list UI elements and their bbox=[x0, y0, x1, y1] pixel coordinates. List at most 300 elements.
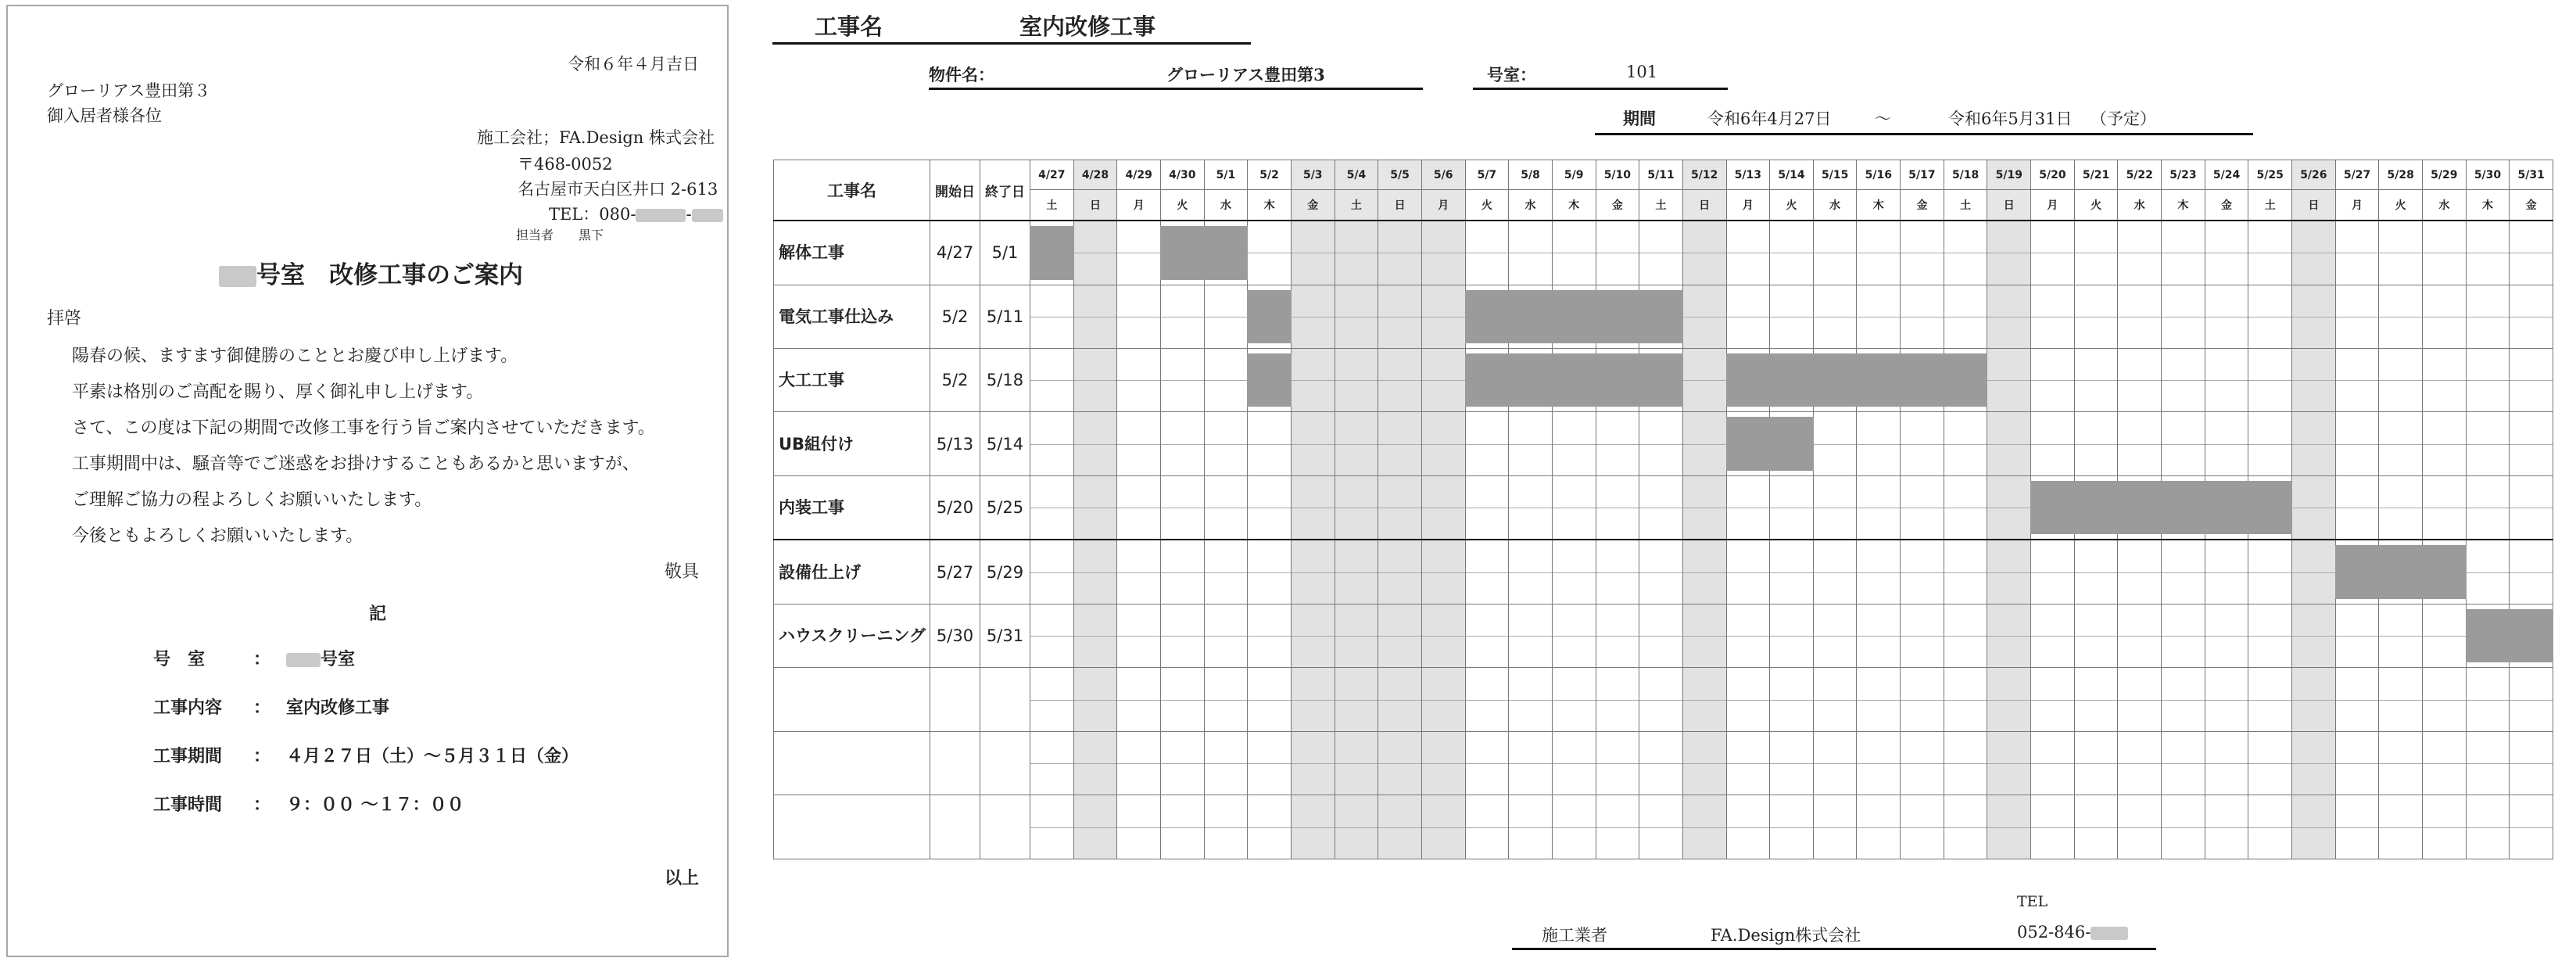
gantt-bar-segment bbox=[1596, 290, 1640, 343]
detail-value-room: 号室 bbox=[286, 646, 355, 670]
day-cell bbox=[2510, 475, 2553, 540]
day-cell bbox=[2162, 540, 2205, 604]
gantt-bar-segment bbox=[1465, 353, 1510, 407]
day-cell bbox=[1117, 540, 1161, 604]
day-weekday-header: 土 bbox=[1639, 190, 1683, 221]
day-date-header: 5/19 bbox=[1987, 160, 2031, 190]
day-cell bbox=[2466, 604, 2510, 667]
cell-midline bbox=[1248, 763, 1291, 764]
day-cell bbox=[1726, 475, 1770, 540]
day-weekday-header: 水 bbox=[1509, 190, 1553, 221]
task-row bbox=[774, 412, 2553, 475]
day-cell bbox=[2335, 221, 2379, 285]
day-cell bbox=[1335, 221, 1378, 285]
gantt-bar-segment bbox=[1247, 290, 1292, 343]
day-cell bbox=[1378, 540, 1422, 604]
day-cell bbox=[1160, 604, 1204, 667]
cell-midline bbox=[2467, 380, 2510, 381]
cell-midline bbox=[2467, 827, 2510, 828]
detail-label: 号 室 bbox=[153, 649, 206, 669]
day-cell bbox=[1160, 795, 1204, 859]
task-name bbox=[774, 668, 930, 731]
cell-midline bbox=[1466, 700, 1509, 701]
cell-midline bbox=[1074, 380, 1117, 381]
day-cell bbox=[1987, 412, 2031, 475]
day-cell bbox=[2118, 348, 2162, 411]
day-cell bbox=[1639, 604, 1683, 667]
cell-midline bbox=[1639, 700, 1682, 701]
day-cell bbox=[1291, 412, 1335, 475]
day-cell bbox=[1813, 731, 1857, 795]
cell-midline bbox=[1509, 700, 1552, 701]
day-cell bbox=[1639, 475, 1683, 540]
day-date-header: 4/27 bbox=[1030, 160, 1074, 190]
day-cell bbox=[1509, 731, 1553, 795]
day-cell bbox=[1552, 668, 1596, 731]
body-line: 陽春の候、ますます御健勝のこととお慶び申し上げます。 bbox=[72, 346, 518, 366]
day-cell bbox=[2074, 285, 2118, 348]
day-cell bbox=[1682, 412, 1726, 475]
cell-midline bbox=[2467, 700, 2510, 701]
day-cell bbox=[1726, 412, 1770, 475]
day-cell bbox=[2248, 540, 2292, 604]
day-cell bbox=[2292, 348, 2336, 411]
cell-midline bbox=[1030, 572, 1073, 573]
day-cell bbox=[2031, 604, 2075, 667]
day-cell bbox=[1030, 604, 1074, 667]
day-weekday-header: 木 bbox=[1248, 190, 1292, 221]
day-cell bbox=[1596, 348, 1639, 411]
day-cell bbox=[1987, 475, 2031, 540]
day-cell bbox=[2510, 795, 2553, 859]
cell-midline bbox=[2205, 380, 2248, 381]
task-name: 解体工事 bbox=[774, 221, 930, 285]
day-cell bbox=[1248, 795, 1292, 859]
day-cell bbox=[1117, 604, 1161, 667]
detail-colon: ： bbox=[253, 746, 271, 766]
day-cell bbox=[1813, 795, 1857, 859]
day-date-header: 4/28 bbox=[1073, 160, 1117, 190]
day-weekday-header: 土 bbox=[2248, 190, 2292, 221]
cell-midline bbox=[1030, 763, 1073, 764]
day-cell bbox=[1204, 348, 1248, 411]
body-line: 工事期間中は、騒音等でご迷惑をお掛けすることもあるかと思いますが、 bbox=[72, 454, 640, 474]
day-cell bbox=[2292, 731, 2336, 795]
cell-midline bbox=[2031, 444, 2074, 445]
day-cell bbox=[1421, 412, 1465, 475]
cell-midline bbox=[1639, 636, 1682, 637]
day-cell bbox=[2205, 540, 2248, 604]
day-cell bbox=[1987, 348, 2031, 411]
day-cell bbox=[1596, 475, 1639, 540]
task-start: 4/27 bbox=[930, 221, 980, 285]
day-cell bbox=[2031, 475, 2075, 540]
day-cell bbox=[2248, 285, 2292, 348]
day-cell bbox=[1552, 285, 1596, 348]
cell-midline bbox=[1987, 827, 2030, 828]
cell-midline bbox=[2031, 827, 2074, 828]
day-cell bbox=[1726, 604, 1770, 667]
detail-colon: ： bbox=[253, 649, 271, 669]
day-cell bbox=[1639, 348, 1683, 411]
day-cell bbox=[1204, 221, 1248, 285]
cell-midline bbox=[1683, 380, 1726, 381]
day-cell bbox=[1465, 604, 1509, 667]
day-cell bbox=[2292, 285, 2336, 348]
day-weekday-header: 土 bbox=[1944, 190, 1987, 221]
gantt-bar-segment bbox=[1552, 353, 1596, 407]
day-cell bbox=[1770, 221, 1814, 285]
day-cell bbox=[1944, 604, 1987, 667]
day-cell bbox=[1117, 412, 1161, 475]
task-name: ハウスクリーニング bbox=[774, 604, 930, 667]
cell-midline bbox=[1683, 700, 1726, 701]
day-cell bbox=[2074, 475, 2118, 540]
cell-midline bbox=[2031, 572, 2074, 573]
day-cell bbox=[1160, 668, 1204, 731]
day-cell bbox=[2510, 731, 2553, 795]
cell-midline bbox=[1117, 636, 1160, 637]
cell-midline bbox=[2075, 444, 2118, 445]
day-weekday-header: 水 bbox=[1813, 190, 1857, 221]
day-cell bbox=[1813, 221, 1857, 285]
day-weekday-header: 金 bbox=[2205, 190, 2248, 221]
cell-midline bbox=[2336, 380, 2379, 381]
day-weekday-header: 火 bbox=[2074, 190, 2118, 221]
cell-midline bbox=[1814, 444, 1857, 445]
day-cell bbox=[1117, 221, 1161, 285]
body-line: 今後ともよろしくお願いいたします。 bbox=[72, 526, 364, 546]
gantt-bar-segment bbox=[1508, 353, 1553, 407]
day-cell bbox=[1682, 731, 1726, 795]
cell-midline bbox=[1161, 444, 1204, 445]
cell-midline bbox=[1074, 572, 1117, 573]
day-date-header: 5/7 bbox=[1465, 160, 1509, 190]
day-cell bbox=[1117, 475, 1161, 540]
day-cell bbox=[1073, 475, 1117, 540]
day-cell bbox=[2335, 795, 2379, 859]
contractor-tel: TEL：080- - bbox=[549, 202, 723, 225]
cell-midline bbox=[1466, 763, 1509, 764]
day-weekday-header: 火 bbox=[2379, 190, 2423, 221]
day-cell bbox=[1596, 668, 1639, 731]
day-cell bbox=[2510, 604, 2553, 667]
day-cell bbox=[1509, 348, 1553, 411]
gantt-bar-segment bbox=[1726, 353, 1771, 407]
day-cell bbox=[1465, 348, 1509, 411]
gantt-bar-segment bbox=[1726, 417, 1771, 470]
day-cell bbox=[1030, 348, 1074, 411]
day-cell bbox=[1509, 412, 1553, 475]
day-cell bbox=[1639, 221, 1683, 285]
task-row bbox=[774, 348, 2553, 411]
cell-midline bbox=[1292, 700, 1335, 701]
postal-code: 〒468-0052 bbox=[518, 155, 613, 174]
day-cell bbox=[1987, 285, 2031, 348]
task-start bbox=[930, 731, 980, 795]
day-cell bbox=[1204, 668, 1248, 731]
cell-midline bbox=[1378, 763, 1421, 764]
day-cell bbox=[1552, 475, 1596, 540]
cell-midline bbox=[1509, 827, 1552, 828]
project-underline bbox=[772, 42, 1251, 45]
gantt-bar-segment bbox=[1944, 353, 1988, 407]
day-date-header: 5/30 bbox=[2466, 160, 2510, 190]
day-cell bbox=[1465, 221, 1509, 285]
cell-midline bbox=[1639, 572, 1682, 573]
day-cell bbox=[1596, 795, 1639, 859]
task-name: UB組付け bbox=[774, 412, 930, 475]
project-value: 室内改修工事 bbox=[1019, 13, 1156, 40]
day-cell bbox=[1248, 668, 1292, 731]
day-cell bbox=[2248, 348, 2292, 411]
day-weekday-header: 日 bbox=[1073, 190, 1117, 221]
day-weekday-header: 日 bbox=[1378, 190, 1422, 221]
day-cell bbox=[1509, 540, 1553, 604]
day-cell bbox=[2379, 604, 2423, 667]
day-date-header: 5/17 bbox=[1901, 160, 1944, 190]
cell-midline bbox=[1466, 636, 1509, 637]
task-row bbox=[774, 540, 2553, 604]
day-cell bbox=[1248, 285, 1292, 348]
day-cell bbox=[2423, 412, 2467, 475]
cell-midline bbox=[1944, 700, 1987, 701]
day-date-header: 4/29 bbox=[1117, 160, 1161, 190]
cell-midline bbox=[1944, 444, 1987, 445]
addressee-building: グローリアス豊田第３ bbox=[47, 81, 211, 100]
cell-midline bbox=[2118, 572, 2161, 573]
day-cell bbox=[1073, 604, 1117, 667]
day-cell bbox=[2205, 475, 2248, 540]
letter-title bbox=[219, 255, 523, 290]
task-name: 電気工事仕込み bbox=[774, 285, 930, 348]
day-cell bbox=[1335, 412, 1378, 475]
cell-midline bbox=[1814, 827, 1857, 828]
cell-midline bbox=[1335, 700, 1378, 701]
day-cell bbox=[1160, 731, 1204, 795]
day-weekday-header: 土 bbox=[1335, 190, 1378, 221]
gantt-bar-segment bbox=[1508, 290, 1553, 343]
day-cell bbox=[2379, 412, 2423, 475]
day-date-header: 5/2 bbox=[1248, 160, 1292, 190]
day-cell bbox=[2118, 540, 2162, 604]
day-cell bbox=[2074, 604, 2118, 667]
day-cell bbox=[2292, 412, 2336, 475]
day-cell bbox=[1204, 540, 1248, 604]
day-cell bbox=[1073, 540, 1117, 604]
cell-midline bbox=[2292, 827, 2335, 828]
task-start bbox=[930, 795, 980, 859]
task-end: 5/1 bbox=[980, 221, 1030, 285]
cell-midline bbox=[1901, 763, 1944, 764]
day-date-header: 5/21 bbox=[2074, 160, 2118, 190]
day-cell bbox=[1073, 731, 1117, 795]
cell-midline bbox=[2336, 636, 2379, 637]
day-cell bbox=[1639, 795, 1683, 859]
day-cell bbox=[2335, 731, 2379, 795]
day-cell bbox=[1726, 221, 1770, 285]
gantt-bar-segment bbox=[1160, 226, 1205, 280]
day-cell bbox=[1160, 412, 1204, 475]
day-cell bbox=[2248, 731, 2292, 795]
task-name: 大工工事 bbox=[774, 348, 930, 411]
gantt-bar-segment bbox=[2378, 545, 2423, 599]
cell-midline bbox=[1683, 636, 1726, 637]
day-cell bbox=[1378, 731, 1422, 795]
day-cell bbox=[1421, 285, 1465, 348]
day-cell bbox=[2118, 668, 2162, 731]
day-cell bbox=[1248, 731, 1292, 795]
day-cell bbox=[1160, 221, 1204, 285]
task-row bbox=[774, 795, 2553, 859]
cell-midline bbox=[2510, 827, 2553, 828]
day-cell bbox=[1857, 221, 1901, 285]
day-cell bbox=[2292, 668, 2336, 731]
day-cell bbox=[2335, 540, 2379, 604]
cell-midline bbox=[2162, 572, 2205, 573]
cell-midline bbox=[2248, 763, 2291, 764]
task-start: 5/27 bbox=[930, 540, 980, 604]
day-cell bbox=[1291, 795, 1335, 859]
day-cell bbox=[1160, 475, 1204, 540]
cell-midline bbox=[1509, 572, 1552, 573]
cell-midline bbox=[2118, 380, 2161, 381]
day-cell bbox=[1596, 731, 1639, 795]
day-cell bbox=[2031, 668, 2075, 731]
cell-midline bbox=[1596, 700, 1639, 701]
cell-midline bbox=[1074, 763, 1117, 764]
cell-midline bbox=[2423, 636, 2466, 637]
task-start: 5/2 bbox=[930, 285, 980, 348]
cell-midline bbox=[1248, 444, 1291, 445]
day-cell bbox=[2379, 731, 2423, 795]
day-weekday-header: 土 bbox=[1030, 190, 1074, 221]
schedule-gantt-table bbox=[773, 160, 2553, 859]
day-date-header: 5/14 bbox=[1770, 160, 1814, 190]
day-date-header: 5/10 bbox=[1596, 160, 1639, 190]
day-cell bbox=[1378, 604, 1422, 667]
day-date-header: 5/27 bbox=[2335, 160, 2379, 190]
day-cell bbox=[1770, 348, 1814, 411]
cell-midline bbox=[2379, 700, 2422, 701]
day-cell bbox=[2205, 348, 2248, 411]
day-date-header: 5/8 bbox=[1509, 160, 1553, 190]
day-cell bbox=[1335, 348, 1378, 411]
task-row bbox=[774, 604, 2553, 667]
day-cell bbox=[1944, 795, 1987, 859]
cell-midline bbox=[1553, 444, 1596, 445]
day-date-header: 5/26 bbox=[2292, 160, 2336, 190]
cell-midline bbox=[2336, 827, 2379, 828]
gantt-bar-segment bbox=[2509, 609, 2553, 662]
cell-midline bbox=[1944, 636, 1987, 637]
body-line: さて、この度は下記の期間で改修工事を行う旨ご案内させていただきます。 bbox=[72, 418, 655, 438]
day-cell bbox=[1291, 285, 1335, 348]
room-underline bbox=[1473, 88, 1728, 90]
day-date-header: 5/13 bbox=[1726, 160, 1770, 190]
day-cell bbox=[1552, 412, 1596, 475]
day-cell bbox=[1378, 475, 1422, 540]
day-date-header: 5/9 bbox=[1552, 160, 1596, 190]
day-cell bbox=[1552, 221, 1596, 285]
day-cell bbox=[2292, 221, 2336, 285]
cell-midline bbox=[2248, 572, 2291, 573]
detail-value: ４月２７日（土）～５月３１日（金） bbox=[286, 746, 579, 766]
day-cell bbox=[2248, 668, 2292, 731]
day-cell bbox=[1421, 348, 1465, 411]
day-cell bbox=[1117, 731, 1161, 795]
day-cell bbox=[1378, 412, 1422, 475]
cell-midline bbox=[2510, 572, 2553, 573]
day-cell bbox=[1160, 285, 1204, 348]
cell-midline bbox=[2423, 763, 2466, 764]
day-cell bbox=[1030, 540, 1074, 604]
day-cell bbox=[1552, 731, 1596, 795]
day-cell bbox=[1073, 412, 1117, 475]
day-cell bbox=[1813, 285, 1857, 348]
day-weekday-header: 木 bbox=[1552, 190, 1596, 221]
cell-midline bbox=[2292, 700, 2335, 701]
body-line: 平素は格別のご高配を賜り、厚く御礼申し上げます。 bbox=[72, 382, 484, 402]
cell-midline bbox=[1335, 444, 1378, 445]
cell-midline bbox=[1987, 380, 2030, 381]
day-weekday-header: 金 bbox=[1901, 190, 1944, 221]
cell-midline bbox=[1422, 572, 1465, 573]
gantt-bar-segment bbox=[2117, 481, 2162, 535]
cell-midline bbox=[1205, 636, 1248, 637]
day-weekday-header: 火 bbox=[1770, 190, 1814, 221]
day-cell bbox=[1901, 348, 1944, 411]
day-cell bbox=[1509, 668, 1553, 731]
cell-midline bbox=[1814, 763, 1857, 764]
cell-midline bbox=[1335, 572, 1378, 573]
day-cell bbox=[2074, 731, 2118, 795]
cell-midline bbox=[1074, 827, 1117, 828]
property-value: グローリアス豊田第3 bbox=[1166, 65, 1325, 84]
cell-midline bbox=[1683, 444, 1726, 445]
task-start: 5/13 bbox=[930, 412, 980, 475]
day-cell bbox=[1596, 221, 1639, 285]
cell-midline bbox=[2248, 380, 2291, 381]
body-line: ご理解ご協力の程よろしくお願いいたします。 bbox=[72, 490, 432, 510]
day-cell bbox=[1987, 221, 2031, 285]
day-cell bbox=[2335, 348, 2379, 411]
day-cell bbox=[2205, 412, 2248, 475]
day-cell bbox=[1204, 285, 1248, 348]
day-cell bbox=[2031, 285, 2075, 348]
day-cell bbox=[1682, 795, 1726, 859]
day-cell bbox=[1726, 285, 1770, 348]
day-cell bbox=[2292, 795, 2336, 859]
cell-midline bbox=[2162, 636, 2205, 637]
day-cell bbox=[1073, 221, 1117, 285]
day-cell bbox=[1421, 475, 1465, 540]
day-cell bbox=[1770, 540, 1814, 604]
cell-midline bbox=[1030, 380, 1073, 381]
day-cell bbox=[1726, 348, 1770, 411]
cell-midline bbox=[1857, 763, 1900, 764]
cell-midline bbox=[2510, 763, 2553, 764]
day-cell bbox=[2031, 795, 2075, 859]
day-cell bbox=[2031, 221, 2075, 285]
day-cell bbox=[1726, 540, 1770, 604]
day-cell bbox=[1901, 221, 1944, 285]
footer-contractor-label: 施工業者 bbox=[1542, 926, 1607, 945]
task-end: 5/31 bbox=[980, 604, 1030, 667]
cell-midline bbox=[1248, 700, 1291, 701]
day-cell bbox=[1770, 795, 1814, 859]
cell-midline bbox=[1161, 763, 1204, 764]
